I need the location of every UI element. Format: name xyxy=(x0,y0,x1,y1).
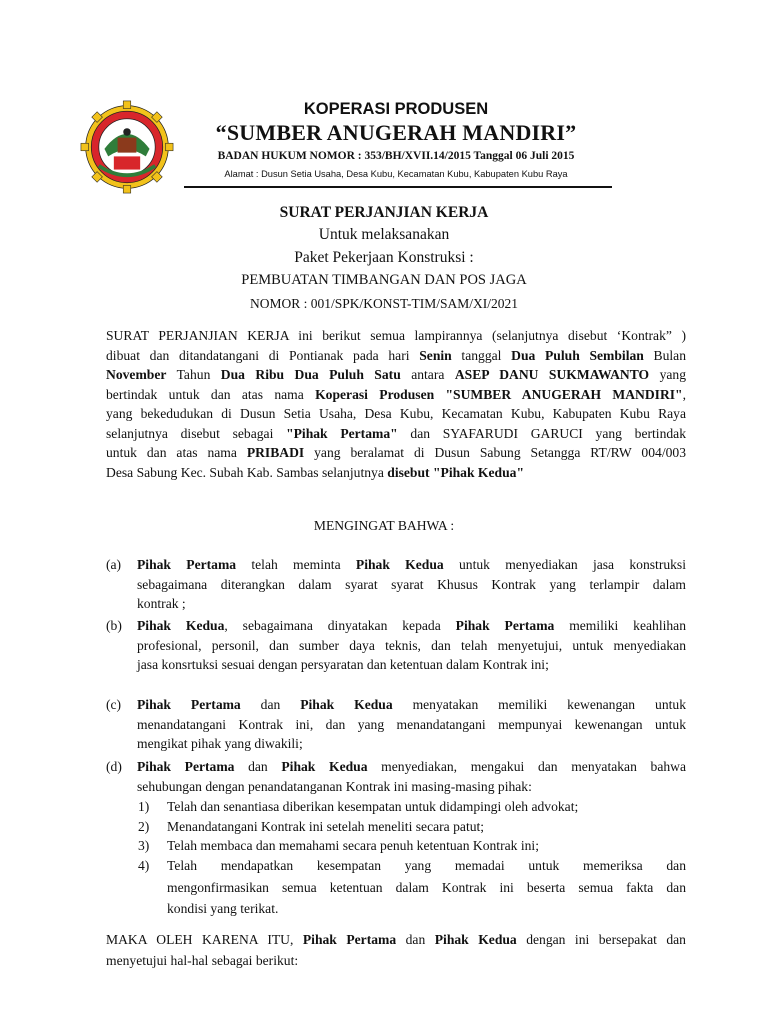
project-name: PEMBUATAN TIMBANGAN DAN POS JAGA xyxy=(241,272,527,288)
recital-label: (c) xyxy=(106,697,122,712)
recital-text: Pihak Kedua, sebagaimana dinyatakan kepada Pihak Pertama memiliki keahlihan profesional, personil, dan sumber daya teknis, dan telah menyetujui, untuk menyediakan jasa konsrtuksi sesuai dengan persyaratan dan ketentuan dalam Kontrak ini; xyxy=(137,618,687,672)
org-type: KOPERASI PRODUSEN xyxy=(303,100,489,118)
closing-paragraph: MAKA OLEH KARENA ITU, Pihak Pertama dan Pihak Kedua dengan ini bersepakat dan menyetujui hal-hal sebagai berikut: xyxy=(106,932,686,968)
title-line-3: Paket Pekerjaan Konstruksi : xyxy=(294,249,474,266)
title-line-2: Untuk melaksanakan xyxy=(318,226,450,243)
recital-text: Pihak Pertama dan Pihak Kedua menyediakan, mengakui dan menyatakan bahwa sehubungan dengan penandatanganan Kontrak ini masing-masing pihak: xyxy=(137,759,686,794)
recital-label: (d) xyxy=(106,759,122,774)
org-address: Alamat : Dusun Setia Usaha, Desa Kubu, Kecamatan Kubu, Kabupaten Kubu Raya xyxy=(224,169,568,179)
letterhead-divider xyxy=(184,186,612,188)
intro-line: SURAT PERJANJIAN KERJA ini berikut semua lampirannya (selanjutnya disebut ‘Kontrak” ) xyxy=(106,328,686,343)
intro-line: Desa Sabung Kec. Subah Kab. Sambas selanjutnya disebut "Pihak Kedua" xyxy=(106,464,524,480)
recital-label: (b) xyxy=(106,618,122,633)
recital-text: Pihak Pertama dan Pihak Kedua menyatakan memiliki kewenangan untuk menandatangani Kontrak ini, dan yang menandatangani mempunyai kewenangan untuk mengikat pihak yang diwakili; xyxy=(137,697,686,751)
recitals-heading: MENGINGAT BAHWA : xyxy=(313,518,455,533)
intro-line: dibuat dan ditandatangani di Pontianak pada hari Senin tanggal Dua Puluh Sembilan Bulan xyxy=(106,347,687,363)
intro-line: November Tahun Dua Ribu Dua Puluh Satu antara ASEP DANU SUKMAWANTO yang xyxy=(106,367,686,382)
recital-text: Pihak Pertama telah meminta Pihak Kedua untuk menyediakan jasa konstruksi sebagaimana diterangkan dalam syarat syarat Khusus Kontrak yang terlampir dalam kontrak ; xyxy=(137,557,687,611)
document-page: KOPERASI PRODUSEN “SUMBER ANUGERAH MANDIRI” BADAN HUKUM NOMOR : 353/BH/XVII.14/2015 Tanggal 06 Juli 2015 Alamat : Dusun Setia Usaha, Desa Kubu, Kecamatan Kubu, Kabupaten Kubu Raya SURAT PERJANJIAN KERJA Untuk melaksanakan Paket Pekerjaan Konstruksi : PEMBUATAN TIMBANGAN DAN POS JAGA NOMOR : 001/SPK/KONST-TIM/SAM/XI/2021 SURAT PERJANJIAN KERJA ini berikut semua lampirannya (selanjutnya disebut ‘Kontrak” ) dibuat dan ditandatangani di Pontianak pada hari Senin tanggal Dua Puluh Sembilan Bulan November Tahun Dua Ribu Dua Puluh Satu antara ASEP DANU SUKMAWANTO yang bertindak untuk dan atas nama Koperasi Produsen "SUMBER ANUGERAH MANDIRI", yang bekedudukan di Dusun Setia Usaha, Desa Kubu, Kecamatan Kubu, Kabupaten Kubu Raya selanjutnya disebut sebagai "Pihak Pertama" dan SYAFARUDI GARUCI yang bertindak untuk dan atas nama PRIBADI yang beralamat di Dusun Sabung Setangga RT/RW 004/003 Desa Sabung Kec. Subah Kab. Sambas selanjutnya disebut "Pihak Kedua" MENGINGAT BAHWA : (a) Pihak Pertama telah meminta Pihak Kedua untuk menyediakan jasa konstruksi sebagaimana diterangkan dalam syarat syarat Khusus Kontrak yang terlampir dalam kontrak ; (b) Pihak Kedua, sebagaimana dinyatakan kepada Pihak Pertama memiliki keahlihan profesional, personil, dan sumber daya teknis, dan telah menyetujui, untuk menyediakan jasa konsrtuksi sesuai dengan persyaratan dan ketentuan dalam Kontrak ini; (c) Pihak Pertama dan Pihak Kedua menyatakan memiliki kewenangan untuk menandatangani Kontrak ini, dan yang menandatangani mempunyai kewenangan untuk mengikat pihak yang diwakili; (d) Pihak Pertama dan Pihak Kedua menyediakan, mengakui dan menyatakan bahwa sehubungan dengan penandatanganan Kontrak ini masing-masing pihak: 1) Telah dan senantiasa diberikan kesempatan untuk didampingi oleh advokat; 2) Menandatangani Kontrak ini setelah meneliti secara patut; 3) Telah membaca dan memahami secara penuh ketentuan Kontrak ini; 4) Telah mendapatkan kesempatan yang memadai untuk memeriksa dan mengonfirmasikan semua ketentuan dalam Kontrak ini beserta semua fakta dan kondisi yang terikat. MAKA OLEH KARENA ITU, Pihak Pertama dan Pihak Kedua dengan ini bersepakat dan menyetujui hal-hal sebagai berikut: xyxy=(0,0,768,1024)
intro-line: untuk dan atas nama PRIBADI yang beralamat di Dusun Sabung Setangga RT/RW 004/003 xyxy=(106,445,686,460)
intro-paragraph xyxy=(106,326,686,482)
org-name: “SUMBER ANUGERAH MANDIRI” xyxy=(215,120,577,145)
recital-label: (a) xyxy=(106,557,122,572)
document-title: SURAT PERJANJIAN KERJA xyxy=(279,204,489,221)
cooperative-emblem-icon xyxy=(80,100,174,194)
intro-line: yang bekedudukan di Dusun Setia Usaha, Desa Kubu, Kecamatan Kubu, Kabupaten Kubu Raya xyxy=(106,406,686,421)
intro-line: selanjutnya disebut sebagai "Pihak Pertama" dan SYAFARUDI GARUCI yang bertindak xyxy=(106,425,686,441)
legal-registration: BADAN HUKUM NOMOR : 353/BH/XVII.14/2015 Tanggal 06 Juli 2015 xyxy=(217,150,575,162)
document-number: NOMOR : 001/SPK/KONST-TIM/SAM/XI/2021 xyxy=(249,296,519,311)
intro-line: bertindak untuk dan atas nama Koperasi Produsen "SUMBER ANUGERAH MANDIRI", xyxy=(106,386,687,402)
